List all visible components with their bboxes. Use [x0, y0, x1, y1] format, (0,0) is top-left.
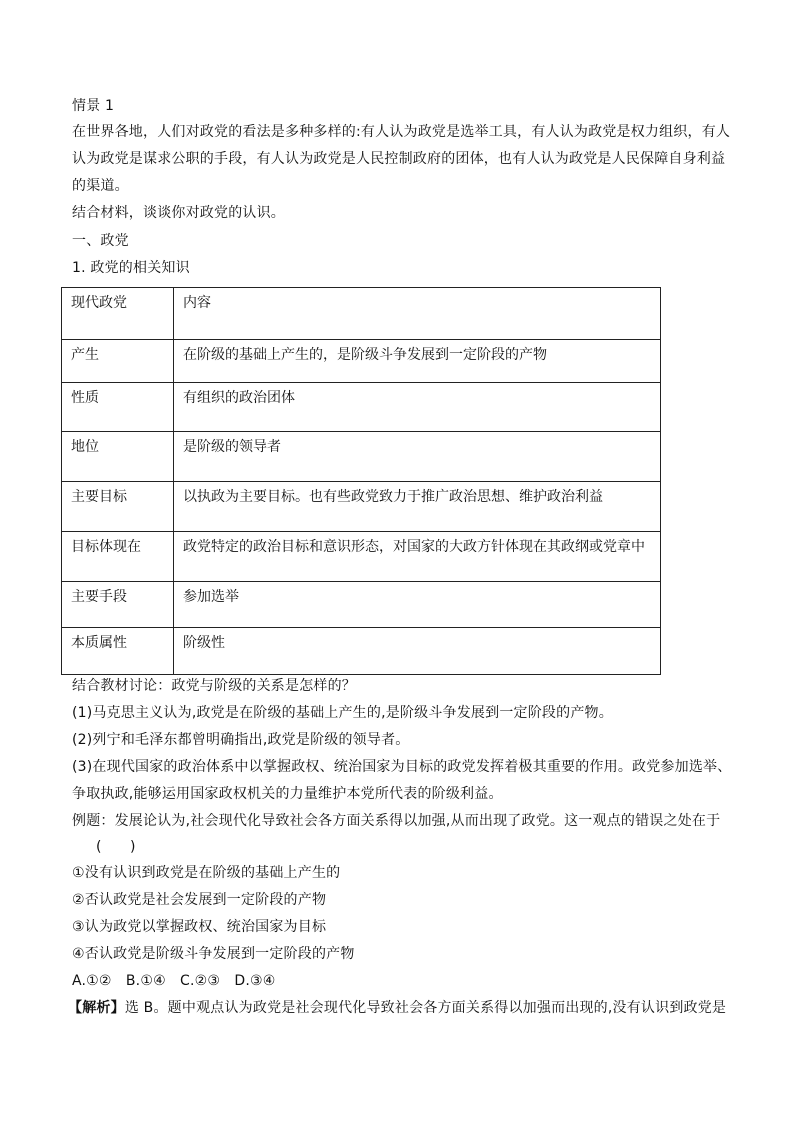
example-option: ①没有认识到政党是在阶级的基础上产生的 — [72, 865, 341, 881]
analysis-label: 【解析】 — [68, 1000, 125, 1016]
table-cell: 产生 — [62, 340, 174, 383]
table-cell: 主要目标 — [62, 482, 174, 532]
table-cell: 以执政为主要目标。也有些政党致力于推广政治思想、维护政治利益 — [174, 482, 661, 532]
table-row — [62, 628, 661, 675]
table-header-cell: 内容 — [174, 288, 661, 340]
example-choices: A.①② B.①④ C.②③ D.③④ — [72, 973, 276, 989]
political-party-table — [61, 287, 661, 675]
table-row — [62, 432, 661, 482]
table-cell: 是阶级的领导者 — [174, 432, 661, 482]
section-title: 一、政党 — [72, 233, 129, 249]
table-row — [62, 383, 661, 432]
scenario-paragraph-line: 在世界各地，人们对政党的看法是多种多样的:有人认为政党是选举工具，有人认为政党是权力组织，有人 — [72, 124, 731, 140]
table-cell: 主要手段 — [62, 582, 174, 628]
scenario-paragraph-line: 的渠道。 — [72, 178, 129, 194]
table-row — [62, 532, 661, 582]
table-header-row — [62, 288, 661, 340]
discussion-point: 争取执政,能够运用国家政权机关的力量维护本党所代表的阶级利益。 — [72, 786, 503, 802]
scenario-paragraph-line: 认为政党是谋求公职的手段，有人认为政党是人民控制政府的团体，也有人认为政党是人民保障自身利益 — [72, 151, 726, 167]
table-row — [62, 340, 661, 383]
answer-blank: ( ) — [96, 839, 136, 855]
table-cell: 性质 — [62, 383, 174, 432]
table-cell: 在阶级的基础上产生的，是阶级斗争发展到一定阶段的产物 — [174, 340, 661, 383]
table-row — [62, 582, 661, 628]
table-cell: 地位 — [62, 432, 174, 482]
analysis-text: 选 B。题中观点认为政党是社会现代化导致社会各方面关系得以加强而出现的,没有认识到政党是 — [124, 1000, 727, 1016]
table-cell: 参加选举 — [174, 582, 661, 628]
scenario-heading: 情景 1 — [72, 98, 115, 114]
analysis-line — [68, 998, 726, 1018]
table-cell: 政党特定的政治目标和意识形态，对国家的大政方针体现在其政纲或党章中 — [174, 532, 661, 582]
table-cell: 有组织的政治团体 — [174, 383, 661, 432]
discussion-point: (2)列宁和毛泽东都曾明确指出,政党是阶级的领导者。 — [72, 732, 410, 748]
table-header-cell: 现代政党 — [62, 288, 174, 340]
example-option: ②否认政党是社会发展到一定阶段的产物 — [72, 892, 327, 908]
table-cell: 本质属性 — [62, 628, 174, 675]
example-option: ③认为政党以掌握政权、统治国家为目标 — [72, 919, 327, 935]
example-stem: 例题：发展论认为,社会现代化导致社会各方面关系得以加强,从而出现了政党。这一观点的错误之处在于 — [72, 813, 721, 829]
example-option: ④否认政党是阶级斗争发展到一定阶段的产物 — [72, 946, 355, 962]
table-cell: 目标体现在 — [62, 532, 174, 582]
section-subtitle: 1. 政党的相关知识 — [72, 260, 190, 276]
table-cell: 阶级性 — [174, 628, 661, 675]
discussion-point: (1)马克思主义认为,政党是在阶级的基础上产生的,是阶级斗争发展到一定阶段的产物。 — [72, 705, 613, 721]
discussion-question: 结合教材讨论：政党与阶级的关系是怎样的？ — [72, 678, 356, 694]
discussion-point: (3)在现代国家的政治体系中以掌握政权、统治国家为目标的政党发挥着极其重要的作用。政党参加选举、 — [72, 759, 732, 775]
scenario-prompt: 结合材料，谈谈你对政党的认识。 — [72, 205, 285, 221]
table-row — [62, 482, 661, 532]
